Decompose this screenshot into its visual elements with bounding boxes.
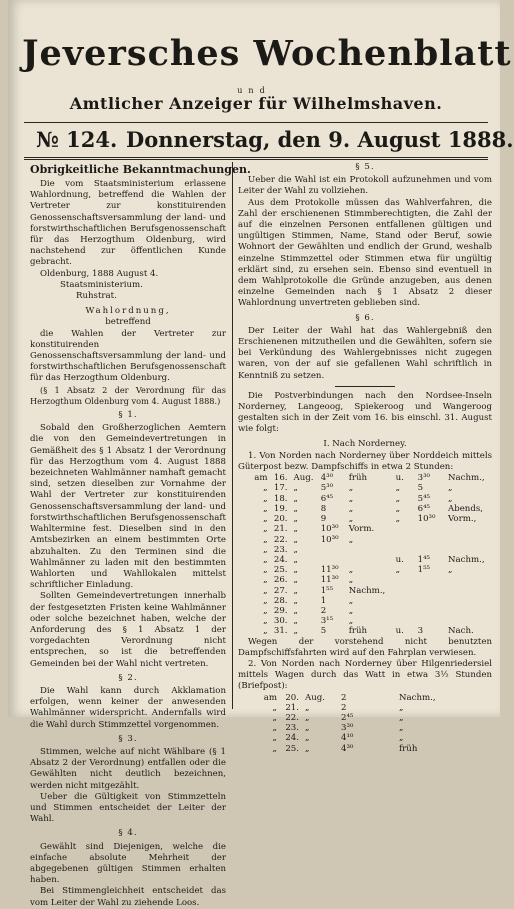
section-3-text-2: Ueber die Gültigkeit von Stimmzetteln und Stimmen entscheidet der Leiter der Wahl.: [30, 791, 226, 825]
timetable-cell-m: Aug.: [305, 692, 325, 703]
timetable-cell-t1: 10³⁰: [320, 524, 339, 535]
timetable-cell-a: „: [263, 616, 268, 627]
timetable-cell-t2: 10³⁰: [417, 514, 436, 525]
timetable-cell-a: „: [263, 503, 268, 514]
timetable-cell-a: „: [263, 575, 268, 586]
timetable-cell-d: 24.: [273, 554, 288, 565]
timetable-cell-d: 16.: [273, 473, 288, 484]
section-5-text-2: Aus dem Protokolle müssen das Wahlverfahren, die Zahl der erschienenen Stimmberechtigten, die Zahl der auf die einzelnen Personen entfallenen gültigen und ungültigen Stimmen, Name, Stand oder Beruf, sowie Wohnort der Gewählten und endlich der Grund, weshalb einzelne Stimmzettel oder Stimmen etwa für ungültig erklärt sind, zu ersehen sein. Ebenso sind eventuell in dem Wahlprotokolle die Gründe anzugeben, aus denen einzelne Gemeinden nach § 1 Absatz 2 dieser Wahlordnung unvertreten geblieben sind.: [238, 197, 492, 309]
masthead-subtitle: Amtlicher Anzeiger für Wilhelmshaven.: [69, 94, 443, 113]
norderney-heading: I. Nach Norderney.: [323, 438, 407, 449]
timetable-cell-w1: „: [348, 493, 354, 504]
timetable-cell-t1: 2⁴⁵: [341, 712, 354, 723]
timetable-cell-t2: 6⁴⁵: [417, 503, 430, 514]
timetable-cell-t2: [415, 606, 445, 616]
timetable-row: [250, 596, 492, 606]
timetable-row: [250, 586, 492, 596]
timetable-cell-t2: 1⁴⁵: [417, 554, 430, 565]
timetable-cell-a: „: [263, 544, 268, 555]
timetable-cell-t1: 8: [320, 503, 327, 514]
timetable-cell-m: „: [293, 514, 298, 525]
timetable-cell-w1: Nachm.,: [399, 692, 436, 703]
timetable-cell-m: „: [293, 544, 298, 555]
timetable-cell-t2: 5⁴⁵: [417, 493, 430, 504]
timetable-cell-w2: „: [448, 483, 453, 494]
timetable-cell-w1: „: [348, 514, 354, 525]
signature-ministry: Staatsministerium.: [60, 279, 143, 290]
wahlordnung-subject: die Wahlen der Vertreter zur konstituirenden Genossenschaftsversammlung der land- und forstwirthschaftlichen Berufsgenossenschaft für das Herzogthum Oldenburg.: [30, 328, 226, 384]
timetable-cell-m: „: [293, 554, 298, 565]
timetable-row: [250, 494, 492, 504]
timetable-cell-t1: 4³⁰: [320, 473, 334, 484]
timetable-cell-t1: 1⁵⁵: [320, 585, 334, 596]
timetable-cell-d: 22.: [285, 712, 299, 723]
timetable-cell-d: 20.: [273, 514, 288, 525]
timetable-cell-u: [393, 575, 415, 585]
issue-line: [24, 126, 514, 154]
timetable-cell-u: u.: [395, 554, 404, 565]
timetable-cell-d: 26.: [273, 575, 288, 586]
timetable-cell-d: 19.: [273, 503, 288, 514]
timetable-cell-t1: 2: [341, 702, 347, 713]
timetable-row: [250, 626, 492, 636]
section-1-number: § 1.: [118, 410, 138, 421]
timetable-cell-w2: „: [448, 565, 453, 576]
timetable-cell-w1: „: [348, 534, 354, 545]
timetable-cell-w2: [445, 616, 492, 626]
timetable-cell-m: „: [293, 524, 298, 535]
timetable-cell-t2: [415, 596, 445, 606]
timetable-cell-a: „: [263, 554, 268, 565]
timetable-cell-u: [393, 535, 415, 545]
right-column: [238, 162, 492, 754]
timetable-cell-t1: 3¹⁵: [320, 616, 334, 627]
section-1-text-2: Sollten Gemeindevertretungen innerhalb der festgesetzten Fristen keine Wahlmänner oder solche bezeichnet haben, welche der Anforderung des § 1 Absatz 1 der vorgedachten Verordnung nicht entsprechen, so ist die betreffenden Gemeinden bei der Wahl nicht vertreten.: [30, 591, 226, 669]
timetable-cell-t2: [415, 575, 445, 585]
timetable-cell-a: „: [263, 483, 268, 494]
timetable-cell-t2: [415, 545, 445, 555]
timetable-cell-a: „: [272, 702, 277, 713]
timetable-cell-w1: „: [399, 733, 404, 744]
timetable-cell-t1: 10³⁰: [320, 534, 339, 545]
wahlordnung-reference: (§ 1 Absatz 2 der Verordnung für das Herzogthum Oldenburg vom 4. August 1888.): [30, 384, 226, 406]
timetable-cell-t1: 2: [320, 605, 327, 616]
timetable-cell-w1: „: [348, 595, 354, 606]
timetable-row: [250, 575, 492, 585]
timetable-cell-u: [393, 586, 415, 596]
timetable-cell-a: „: [263, 595, 268, 606]
timetable-cell-m: „: [293, 534, 298, 545]
timetable-norddeich: [250, 473, 492, 636]
timetable-cell-m: „: [293, 605, 298, 616]
timetable-cell-t1: 3³⁰: [341, 723, 354, 734]
timetable-cell-t1: 1: [320, 595, 327, 606]
signature-name: Ruhstrat.: [76, 291, 117, 302]
timetable-cell-w1: „: [348, 605, 354, 616]
timetable-row: [250, 565, 492, 575]
timetable-cell-t1: 9: [320, 514, 327, 525]
timetable-cell-a: „: [263, 524, 268, 535]
timetable-row: [250, 514, 492, 524]
timetable-cell-d: 22.: [273, 534, 288, 545]
timetable-cell-w1: „: [348, 483, 354, 494]
timetable-cell-m: „: [293, 626, 298, 637]
timetable-cell-a: „: [272, 712, 277, 723]
timetable-cell-u: [393, 606, 415, 616]
timetable-cell-m: „: [305, 723, 310, 734]
timetable-cell-t1: 5: [320, 626, 327, 637]
wahlordnung-betreffend: betreffend: [105, 317, 151, 328]
timetable-cell-w2: [445, 575, 492, 585]
timetable-cell-m: „: [293, 575, 298, 586]
timetable-cell-a: „: [263, 493, 268, 504]
timetable-cell-m: „: [305, 702, 310, 713]
timetable-cell-w2: „: [448, 493, 453, 504]
timetable-cell-a: „: [272, 733, 277, 744]
timetable-cell-d: 30.: [273, 616, 288, 627]
timetable-cell-u: „: [395, 483, 401, 494]
issue-date: Donnerstag, den 9. August 1888.: [126, 127, 514, 152]
norderney-route-1: 1. Von Norden nach Norderney über Norddeich mittels Güterpost bezw. Dampfschiffs in etwa 2 Stunden:: [238, 450, 492, 473]
timetable-row: [250, 535, 492, 545]
masthead-und: und: [237, 86, 271, 95]
timetable-cell-u: „: [395, 503, 401, 514]
timetable-row: [250, 693, 474, 703]
timetable-cell-d: 21.: [273, 524, 288, 535]
timetable-cell-t2: 5: [417, 483, 424, 494]
timetable-cell-w2: Abends,: [448, 503, 483, 514]
post-intro: Die Postverbindungen nach den Nordsee-Inseln Norderney, Langeoog, Spiekeroog und Wangeroog gestalten sich in der Zeit vom 16. bis einschl. 31. August wie folgt:: [238, 390, 492, 435]
timetable-row: [250, 555, 492, 565]
top-rule: [24, 122, 488, 123]
timetable-cell-w1: früh: [348, 626, 368, 637]
section-4-number: § 4.: [118, 828, 138, 839]
timetable-cell-d: 18.: [273, 493, 288, 504]
timetable-cell-t1: [318, 545, 346, 555]
section-6-text: Der Leiter der Wahl hat das Wahlergebniß den Erschienenen mitzutheilen und die Gewählten, sofern sie bei Verkündung des Wahlergebnisses nicht zugegen waren, von der auf sie gefallenen Wahl schriftlich in Kenntniß zu setzen.: [238, 325, 492, 381]
timetable-cell-w1: „: [348, 575, 354, 586]
timetable-cell-m: „: [293, 493, 298, 504]
timetable-cell-t2: 1⁵⁵: [417, 565, 430, 576]
section-5-number: § 5.: [355, 162, 375, 172]
timetable-cell-w1: „: [399, 702, 404, 713]
timetable-cell-w1: Vorm.: [348, 524, 375, 535]
timetable-cell-t1: 4¹⁰: [341, 733, 354, 744]
timetable-cell-w1: früh: [348, 473, 368, 484]
timetable-row: [250, 713, 474, 723]
timetable-cell-d: 20.: [285, 692, 299, 703]
timetable-cell-a: „: [263, 605, 268, 616]
timetable-cell-m: „: [293, 565, 298, 576]
timetable-cell-u: „: [395, 493, 401, 504]
timetable-cell-m: „: [293, 503, 298, 514]
timetable-cell-a: „: [272, 723, 277, 734]
masthead-title: Jeversches Wochenblatt: [22, 33, 512, 74]
timetable-cell-d: 29.: [273, 605, 288, 616]
timetable-cell-a: „: [263, 565, 268, 576]
timetable-cell-w2: Nachm.,: [448, 554, 485, 565]
timetable-cell-w1: Nachm.,: [348, 585, 386, 596]
timetable-cell-t2: 3³⁰: [417, 473, 430, 484]
timetable-cell-t1: [318, 555, 346, 565]
timetable-cell-t1: 6⁴⁵: [320, 493, 334, 504]
timetable-cell-u: u.: [395, 626, 404, 637]
norderney-route-2: 2. Von Norden nach Norderney über Hilgenriedersiel mittels Wagen durch das Watt in etwa 3½ Stunden (Briefpost):: [238, 658, 492, 692]
section-2-number: § 2.: [118, 672, 138, 683]
norderney-note: Wegen der vorstehend nicht benutzten Dampfschiffsfahrten wird auf den Fahrplan verwiesen.: [238, 636, 492, 658]
timetable-cell-u: [393, 524, 415, 534]
timetable-cell-a: „: [263, 585, 268, 596]
timetable-cell-d: 25.: [273, 565, 288, 576]
timetable-cell-m: „: [293, 585, 298, 596]
section-4-text: Gewählt sind Diejenigen, welche die einfache absolute Mehrheit der abgegebenen gültigen Stimmen erhalten haben.: [30, 841, 226, 886]
timetable-cell-m: Aug.: [293, 473, 314, 484]
section-1-text: Sobald den Großherzoglichen Aemtern die von den Gemeindevertretungen in Gemäßheit des § 1 Absatz 1 der Verordnung für das Herzogthum vom 4. August 1888 bezeichneten Wahlmänner namhaft gemacht sind, setzen dieselben zur Vornahme der Wahl der Vertreter zur konstituirenden Genossenschaftsversammlung der land- und forstwirthschaftlichen Berufsgenossenschaft Wahltermine fest. Dieselben sind in den Amtsbezirken an einem bestimmten Orte abzuhalten. Zu den Terminen sind die Wahlmänner zu laden mit den bestimmten Wahlorten und Wahllokalen mittelst schriftlicher Einladung.: [30, 423, 226, 591]
timetable-cell-m: „: [305, 743, 310, 754]
timetable-cell-w2: [445, 586, 492, 596]
timetable-cell-w1: „: [399, 712, 404, 723]
timetable-cell-w1: „: [348, 616, 354, 627]
issue-rule-1: [24, 157, 488, 158]
timetable-row: [250, 616, 492, 626]
timetable-cell-a: am: [263, 692, 277, 703]
section-3-text: Stimmen, welche auf nicht Wählbare (§ 1 Absatz 2 der Verordnung) entfallen oder die Gewählten nicht deutlich bezeichnen, werden nicht mitgezählt.: [30, 746, 226, 791]
timetable-cell-m: „: [305, 712, 310, 723]
timetable-cell-d: 27.: [273, 585, 288, 596]
separator-rule: [335, 386, 395, 387]
timetable-cell-w1: früh: [399, 743, 418, 754]
timetable-cell-w1: „: [348, 565, 354, 576]
wahlordnung-title: Wahlordnung,: [85, 306, 171, 317]
timetable-row: [250, 703, 474, 713]
timetable-cell-w2: Nachm.,: [448, 473, 485, 484]
left-column: [30, 162, 251, 908]
timetable-cell-d: 31.: [273, 626, 288, 637]
timetable-cell-t2: [415, 524, 445, 534]
timetable-cell-w2: [445, 545, 492, 555]
timetable-cell-w1: „: [348, 503, 354, 514]
issue-number: № 124.: [36, 127, 118, 152]
section-6-number: § 6.: [355, 312, 375, 323]
timetable-cell-t1: 11³⁰: [320, 565, 339, 576]
timetable-cell-u: u.: [395, 473, 404, 484]
timetable-cell-m: „: [293, 595, 298, 606]
issue-rule-2: [24, 159, 488, 160]
timetable-cell-d: 23.: [273, 544, 288, 555]
column-divider: [232, 162, 233, 709]
timetable-row: [250, 504, 492, 514]
timetable-cell-d: 23.: [285, 723, 299, 734]
timetable-cell-t2: [415, 616, 445, 626]
newspaper-page: [8, 0, 514, 908]
timetable-cell-t2: [415, 535, 445, 545]
timetable-cell-a: „: [263, 534, 268, 545]
timetable-cell-d: 25.: [285, 743, 299, 754]
timetable-cell-w2: [445, 524, 492, 534]
timetable-cell-m: „: [305, 733, 310, 744]
timetable-row: [250, 733, 474, 743]
timetable-cell-d: 21.: [285, 702, 299, 713]
timetable-cell-t1: 2: [341, 692, 347, 703]
timetable-cell-u: [393, 596, 415, 606]
timetable-cell-m: „: [293, 616, 298, 627]
timetable-row: [250, 524, 492, 534]
timetable-cell-t2: [415, 586, 445, 596]
timetable-cell-w2: Vorm.,: [448, 514, 477, 525]
timetable-cell-t1: 4³⁰: [341, 743, 354, 754]
timetable-row: [250, 473, 492, 483]
timetable-cell-w1: „: [399, 723, 404, 734]
timetable-cell-w1: [346, 545, 393, 555]
timetable-cell-u: [393, 545, 415, 555]
timetable-cell-a: „: [263, 626, 268, 637]
section-5-text: Ueber die Wahl ist ein Protokoll aufzunehmen und vom Leiter der Wahl zu vollziehen.: [238, 175, 492, 197]
section-4-text-2: Bei Stimmengleichheit entscheidet das vom Leiter der Wahl zu ziehende Loos.: [30, 886, 226, 908]
timetable-row: [250, 723, 474, 733]
section-heading: Obrigkeitliche Bekanntmachungen.: [30, 163, 251, 176]
timetable-cell-t1: 11³⁰: [320, 575, 339, 586]
timetable-cell-a: „: [263, 514, 268, 525]
timetable-cell-d: 24.: [285, 733, 299, 744]
timetable-row: [250, 483, 492, 493]
timetable-cell-u: „: [395, 514, 401, 525]
timetable-cell-w2: [445, 596, 492, 606]
intro-paragraph: Die vom Staatsministerium erlassene Wahlordnung, betreffend die Wahlen der Vertreter zur konstituirenden Genossenschaftsversammlung der land- und forstwirthschaftlichen Berufsgenossenschaft für das Herzogthum Oldenburg, wird nachstehend zur öffentlichen Kunde gebracht.: [30, 179, 226, 268]
timetable-row: [250, 545, 492, 555]
timetable-row: [250, 606, 492, 616]
timetable-cell-a: am: [254, 473, 268, 484]
timetable-cell-u: [393, 616, 415, 626]
timetable-cell-m: „: [293, 483, 298, 494]
timetable-cell-w2: [445, 606, 492, 616]
section-3-number: § 3.: [118, 733, 138, 744]
section-2-text: Die Wahl kann durch Akklamation erfolgen, wenn keiner der anwesenden Wahlmänner widerspricht. Andernfalls wird die Wahl durch Stimmzettel vorgenommen.: [30, 685, 226, 730]
timetable-hilgenriedersiel: [250, 693, 474, 754]
timetable-row: [250, 744, 474, 754]
timetable-cell-t1: 5³⁰: [320, 483, 334, 494]
timetable-cell-w2: Nach.: [448, 626, 474, 637]
timetable-cell-u: „: [395, 565, 401, 576]
timetable-cell-d: 17.: [273, 483, 288, 494]
timetable-cell-a: „: [272, 743, 277, 754]
intro-date: Oldenburg, 1888 August 4.: [40, 268, 159, 279]
timetable-cell-t2: 3: [417, 626, 424, 637]
timetable-cell-d: 28.: [273, 595, 288, 606]
timetable-cell-w1: [346, 555, 393, 565]
timetable-cell-w2: [445, 535, 492, 545]
